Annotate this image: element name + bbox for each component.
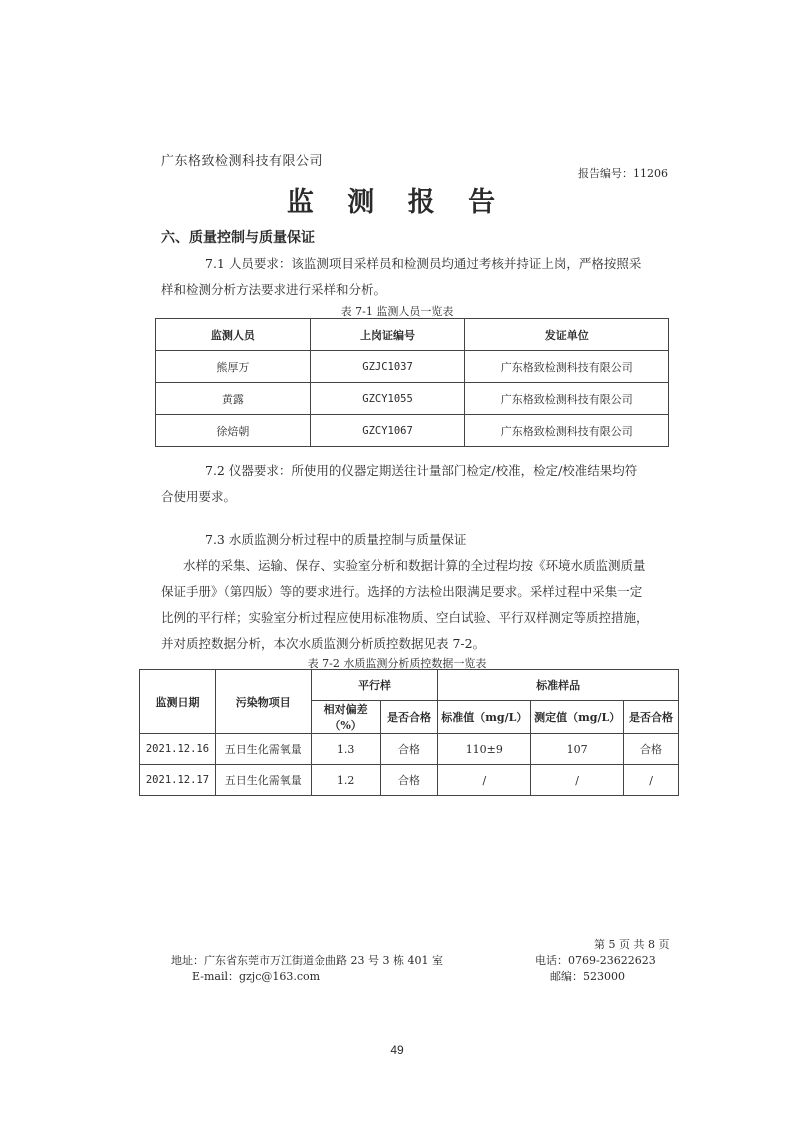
table-row xyxy=(156,415,669,447)
table-cell: 110±9 xyxy=(438,734,531,765)
para-line: 7.2 仪器要求：所使用的仪器定期送往计量部门检定/校准，检定/校准结果均符 xyxy=(205,463,638,478)
table-cell: 107 xyxy=(531,734,624,765)
qc-data-table xyxy=(139,669,679,796)
table-cell: / xyxy=(624,765,679,796)
company-name: 广东格致检测科技有限公司 xyxy=(161,154,324,169)
table-cell: GZCY1055 xyxy=(310,383,465,415)
table-cell: / xyxy=(531,765,624,796)
table-cell: 熊厚万 xyxy=(156,351,311,383)
table2-caption: 表 7-2 水质监测分析质控数据一览表 xyxy=(307,657,487,670)
para-line: 样和检测分析方法要求进行采样和分析。 xyxy=(161,282,387,297)
table-cell: 合格 xyxy=(624,734,679,765)
table-cell: 合格 xyxy=(380,765,438,796)
table-cell: GZJC1037 xyxy=(310,351,465,383)
table-header-cell: 是否合格 xyxy=(624,701,679,734)
table-header-cell: 监测人员 xyxy=(156,319,311,351)
table-cell: 1.2 xyxy=(311,765,380,796)
table-cell: 广东格致检测科技有限公司 xyxy=(465,351,669,383)
footer-email: E-mail：gzjc@163.com xyxy=(192,970,321,983)
table-cell: 2021.12.17 xyxy=(140,765,216,796)
para-line: 比例的平行样；实验室分析过程应使用标准物质、空白试验、平行双样测定等质控措施， xyxy=(161,610,649,625)
personnel-requirements xyxy=(161,251,671,303)
page-number: 49 xyxy=(390,1043,404,1057)
page-count: 第 5 页 共 8 页 xyxy=(594,938,670,951)
table-header-row xyxy=(140,670,679,701)
table-header-cell: 相对偏差（%） xyxy=(311,701,380,734)
table-header-cell: 上岗证编号 xyxy=(310,319,465,351)
table-cell: 徐焙朝 xyxy=(156,415,311,447)
instrument-requirements xyxy=(161,458,671,510)
table-cell: / xyxy=(438,765,531,796)
table-header-cell: 监测日期 xyxy=(140,670,216,734)
table-cell: 2021.12.16 xyxy=(140,734,216,765)
table1-caption: 表 7-1 监测人员一览表 xyxy=(340,305,454,318)
table-header-cell: 是否合格 xyxy=(380,701,438,734)
table-cell: 五日生化需氧量 xyxy=(215,734,311,765)
table-header-cell: 平行样 xyxy=(311,670,438,701)
table-cell: 1.3 xyxy=(311,734,380,765)
personnel-table xyxy=(155,318,669,447)
table-row xyxy=(140,734,679,765)
report-title: 监 测 报 告 xyxy=(286,187,508,218)
table-cell: 广东格致检测科技有限公司 xyxy=(465,383,669,415)
para-line: 并对质控数据分析，本次水质监测分析质控数据见表 7-2。 xyxy=(161,636,486,651)
table-cell: 黄露 xyxy=(156,383,311,415)
table-header-cell: 污染物项目 xyxy=(215,670,311,734)
table-header-cell: 标准值（mg/L） xyxy=(438,701,531,734)
table-header-cell: 发证单位 xyxy=(465,319,669,351)
table-cell: GZCY1067 xyxy=(310,415,465,447)
footer-postcode: 邮编：523000 xyxy=(550,970,625,983)
table-header-row xyxy=(156,319,669,351)
para-line: 水样的采集、运输、保存、实验室分析和数据计算的全过程均按《环境水质监测质量 xyxy=(183,558,646,573)
table-cell: 广东格致检测科技有限公司 xyxy=(465,415,669,447)
table-cell: 五日生化需氧量 xyxy=(215,765,311,796)
para-line: 保证手册》（第四版）等的要求进行。选择的方法检出限满足要求。采样过程中采集一定 xyxy=(161,584,643,599)
para-line: 7.3 水质监测分析过程中的质量控制与质量保证 xyxy=(205,532,467,547)
para-line: 合使用要求。 xyxy=(161,489,237,504)
table-row xyxy=(140,765,679,796)
section-title: 六、质量控制与质量保证 xyxy=(161,230,315,246)
table-header-cell: 测定值（mg/L） xyxy=(531,701,624,734)
report-number: 报告编号：11206 xyxy=(578,167,668,180)
para-line: 7.1 人员要求：该监测项目采样员和检测员均通过考核并持证上岗，严格按照采 xyxy=(205,256,642,271)
table-row xyxy=(156,383,669,415)
table-row xyxy=(156,351,669,383)
table-cell: 合格 xyxy=(380,734,438,765)
table-header-cell: 标准样品 xyxy=(438,670,679,701)
footer-address: 地址：广东省东莞市万江街道金曲路 23 号 3 栋 401 室 xyxy=(171,954,443,967)
water-quality-qc xyxy=(161,527,671,657)
footer-phone: 电话：0769-23622623 xyxy=(535,954,656,967)
